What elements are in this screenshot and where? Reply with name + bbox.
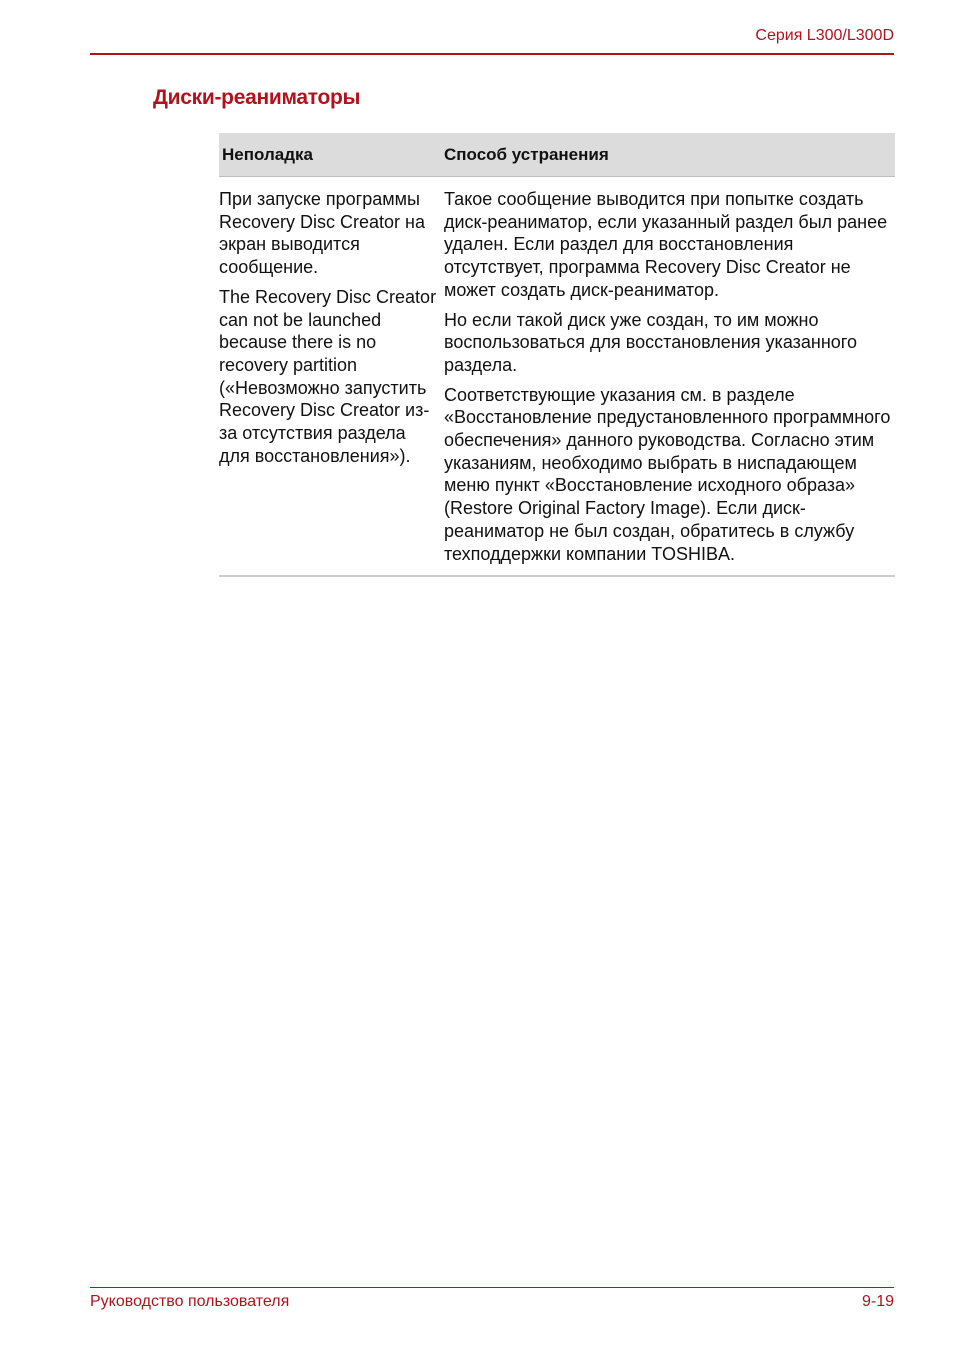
column-header-solution: Способ устранения bbox=[444, 144, 609, 164]
page-number: 9-19 bbox=[861, 1293, 894, 1310]
problem-paragraph: При запуске программы Recovery Disc Creator на экран выводится сообщение. bbox=[219, 189, 425, 278]
section-title: Диски-реаниматоры bbox=[153, 86, 361, 109]
solution-paragraph: Соответствующие указания см. в разделе «Восстановление предустановленного программного обеспечения» данного руководства. Согласно этим указаниям, необходимо выбрать в ниспадающем меню пункт «Восстановление исходного образа» (Restore Original Factory Image). Если диск-реаниматор не был создан, обратитесь в службу техподдержки компании TOSHIBA. bbox=[444, 384, 891, 564]
solution-paragraph: Но если такой диск уже создан, то им можно воспользоваться для восстановления указанного раздела. bbox=[444, 309, 857, 375]
table-row bbox=[219, 177, 895, 577]
column-header-problem: Неполадка bbox=[222, 144, 313, 164]
problem-paragraph: The Recovery Disc Creator can not be launched because there is no recovery partition («Невозможно запустить Recovery Disc Creator из-за отсутствия раздела для восстановления»). bbox=[219, 286, 437, 466]
problem-cell bbox=[219, 188, 444, 565]
header-divider bbox=[90, 53, 894, 55]
solution-cell bbox=[444, 188, 895, 565]
footer-divider bbox=[90, 1287, 894, 1288]
troubleshooting-table bbox=[219, 133, 895, 577]
solution-paragraph: Такое сообщение выводится при попытке создать диск-реаниматор, если указанный раздел был ранее удален. Если раздел для восстановления отсутствует, программа Recovery Disc Creator не может создать диск-реаниматор. bbox=[444, 189, 888, 300]
footer-manual-title: Руководство пользователя bbox=[90, 1293, 290, 1310]
table-header-row bbox=[219, 133, 895, 177]
running-header: Серия L300/L300D bbox=[755, 27, 894, 44]
